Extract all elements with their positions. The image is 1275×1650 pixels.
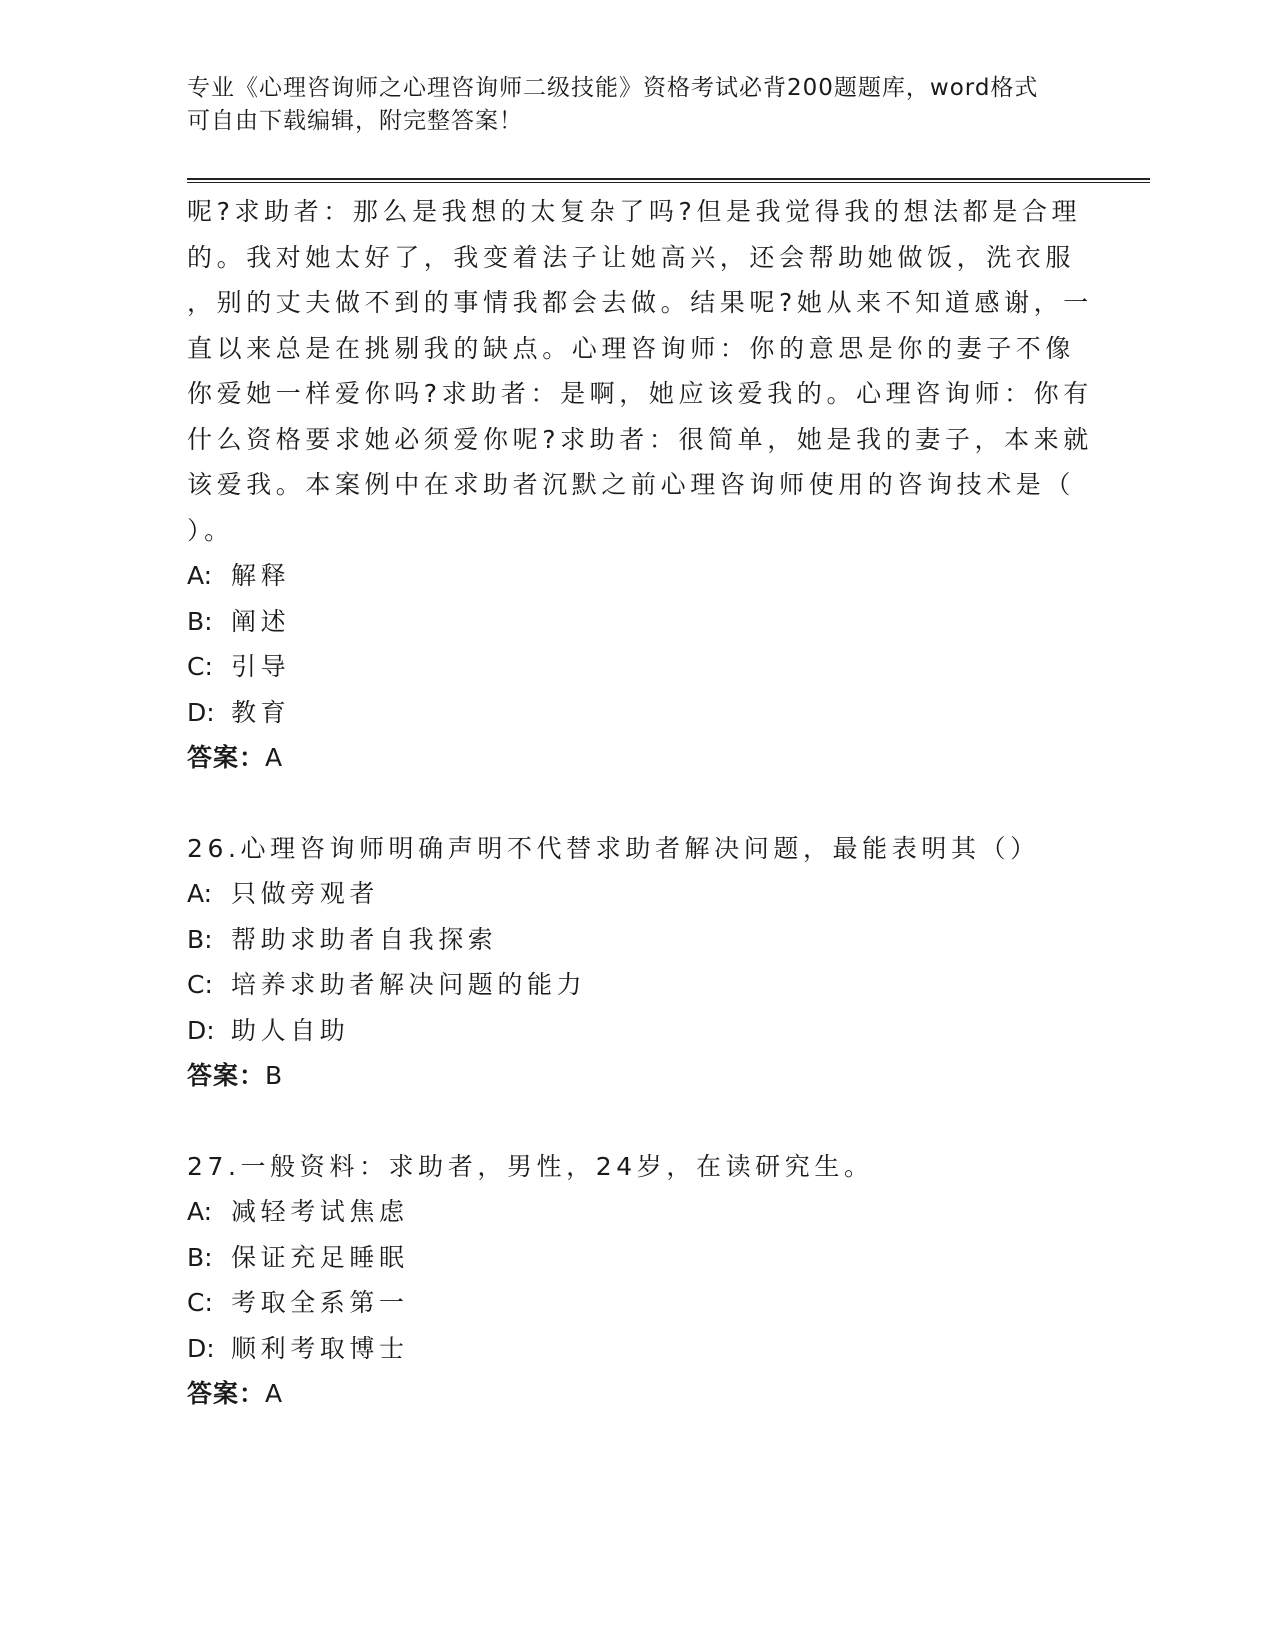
option-a xyxy=(187,871,1077,917)
option-letter: A: xyxy=(187,1197,213,1226)
stem-line: ，别的丈夫做不到的事情我都会去做。结果呢?她从来不知道感谢，一 xyxy=(187,288,1093,317)
option-text: 阐述 xyxy=(231,606,291,636)
option-text: 顺利考取博士 xyxy=(231,1333,409,1363)
option-text: 教育 xyxy=(231,697,291,727)
option-b xyxy=(187,1235,1077,1281)
page-header xyxy=(187,72,1067,138)
stem-line: 呢?求助者：那么是我想的太复杂了吗?但是我觉得我的想法都是合理 xyxy=(187,197,1082,226)
option-text: 助人自助 xyxy=(231,1015,350,1045)
stem-line: 直以来总是在挑剔我的缺点。心理咨询师：你的意思是你的妻子不像 xyxy=(187,333,1076,363)
option-letter: C: xyxy=(187,652,213,681)
option-text: 保证充足睡眠 xyxy=(231,1242,409,1272)
stem-line: 什么资格要求她必须爱你呢?求助者：很简单，她是我的妻子，本来就 xyxy=(187,424,1093,454)
option-letter: D: xyxy=(187,1015,215,1045)
option-a xyxy=(187,1189,1077,1235)
option-text: 减轻考试焦虑 xyxy=(231,1197,409,1226)
question-26-stem: 26.心理咨询师明确声明不代替求助者解决问题，最能表明其（） xyxy=(187,833,1040,863)
option-text: 解释 xyxy=(231,561,291,590)
option-b xyxy=(187,599,1077,645)
header-title-line-2: 可自由下载编辑，附完整答案！ xyxy=(187,108,523,134)
question-26 xyxy=(187,826,1077,1099)
option-d xyxy=(187,1326,1077,1372)
answer-label: 答案： xyxy=(187,743,266,772)
document-body xyxy=(187,189,1093,1417)
option-c xyxy=(187,962,1077,1008)
answer-line xyxy=(187,1053,1077,1099)
option-text: 引导 xyxy=(231,652,291,681)
option-d xyxy=(187,690,1077,736)
option-text: 只做旁观者 xyxy=(231,879,380,908)
option-text: 培养求助者解决问题的能力 xyxy=(231,970,587,999)
header-title-line-1: 专业《心理咨询师之心理咨询师二级技能》资格考试必背200题题库，word格式 xyxy=(187,75,1039,101)
option-letter: D: xyxy=(187,697,215,727)
option-b xyxy=(187,917,1077,963)
option-text: 帮助求助者自我探索 xyxy=(231,924,498,954)
option-letter: D: xyxy=(187,1333,215,1363)
option-letter: B: xyxy=(187,1242,213,1272)
answer-line xyxy=(187,1371,1077,1417)
answer-label: 答案： xyxy=(187,1061,266,1090)
stem-line: 的。我对她太好了，我变着法子让她高兴，还会帮助她做饭，洗衣服 xyxy=(187,242,1076,272)
answer-value: B xyxy=(265,1061,283,1090)
option-a xyxy=(187,553,1077,599)
question-27-stem: 27.一般资料：求助者，男性，24岁，在读研究生。 xyxy=(187,1151,874,1181)
question-25-stem xyxy=(187,189,1093,553)
question-27 xyxy=(187,1144,1077,1417)
option-letter: B: xyxy=(187,924,213,954)
stem-line: ）。 xyxy=(187,515,234,545)
option-text: 考取全系第一 xyxy=(231,1288,409,1317)
stem-line: 你爱她一样爱你吗?求助者：是啊，她应该爱我的。心理咨询师：你有 xyxy=(187,379,1093,408)
option-c xyxy=(187,644,1077,690)
stem-line: 该爱我。本案例中在求助者沉默之前心理咨询师使用的咨询技术是（ xyxy=(187,470,1076,499)
answer-label: 答案： xyxy=(187,1379,266,1408)
option-letter: A: xyxy=(187,561,213,590)
answer-line xyxy=(187,735,1077,781)
option-letter: A: xyxy=(187,879,213,908)
answer-value: A xyxy=(265,1379,283,1408)
answer-value: A xyxy=(265,743,283,772)
option-letter: C: xyxy=(187,970,213,999)
option-c xyxy=(187,1280,1077,1326)
question-25 xyxy=(187,189,1093,781)
option-letter: C: xyxy=(187,1288,213,1317)
option-letter: B: xyxy=(187,606,213,636)
option-d xyxy=(187,1008,1077,1054)
header-divider xyxy=(187,178,1150,183)
